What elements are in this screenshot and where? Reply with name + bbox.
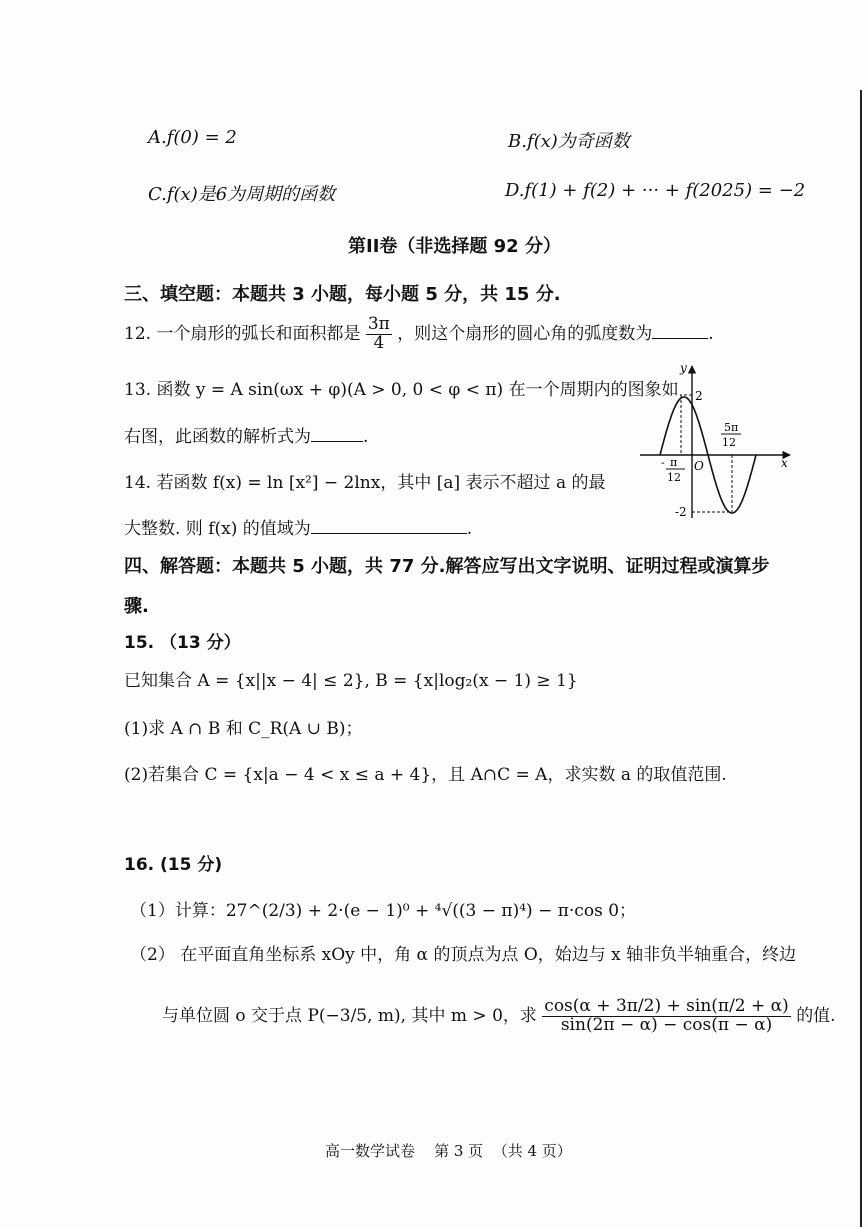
right-den: 12 (722, 436, 736, 449)
q16-part1: （1）计算：27^(2/3) + 2·(e − 1)⁰ + ⁴√((3 − π)⁴) − π·cos 0； (130, 901, 637, 921)
q15-part2: (2)若集合 C = {x|a − 4 < x ≤ a + 4}，且 A∩C = A，求实数 a 的取值范围. (124, 765, 727, 785)
q16-fraction (542, 998, 790, 1035)
q12-suffix: ，则这个扇形的圆心角的弧度数为 (397, 323, 653, 344)
option-b: B.f(x)为奇函数 (508, 131, 630, 152)
right-num: 5π (724, 421, 739, 434)
q15-given: 已知集合 A = {x||x − 4| ≤ 2}, B = {x|log₂(x − 1) ≥ 1} (124, 671, 578, 691)
option-a: A.f(0) = 2 (148, 127, 237, 148)
q14-line2-text: 大整数. 则 f(x) 的值域为 (124, 519, 311, 539)
q13-answer-blank[interactable] (311, 427, 363, 442)
x-label: x (781, 456, 788, 470)
q12-answer-blank[interactable] (652, 324, 708, 339)
q13-line2: 右图，此函数的解析式为 . (124, 427, 369, 447)
q13-line1: 13. 函数 y = A sin(ωx + φ)(A > 0, 0 < φ < π) 在一个周期内的图象如 (124, 380, 679, 400)
q16-title: 16. (15 分) (124, 855, 223, 875)
q12-prefix: 12. 一个扇形的弧长和面积都是 (124, 323, 361, 344)
q16-part2-line1: （2） 在平面直角坐标系 xOy 中，角 α 的顶点为点 O，始边与 x 轴非负半轴重合，终边 (130, 945, 797, 965)
q15-title: 15. （13 分） (124, 633, 241, 653)
origin-label: O (694, 459, 704, 473)
q13-line2-text: 右图，此函数的解析式为 (124, 427, 311, 447)
sine-graph (635, 358, 805, 528)
section-title: 第II卷（非选择题 92 分） (348, 236, 561, 257)
part4-heading-line2: 骤. (124, 596, 149, 617)
page-footer: 高一数学试卷 第 3 页 （共 4 页） (325, 1142, 572, 1160)
q12-frac-den: 4 (373, 332, 385, 353)
min-label: -2 (675, 505, 687, 519)
question-12: 12. 一个扇形的弧长和面积都是 $\frac{3\pi}{4}$ ，则这个扇形的圆心角的弧度数为 . (124, 314, 714, 353)
option-d: D.f(1) + f(2) + ··· + f(2025) = −2 (505, 180, 806, 201)
q14-line2: 大整数. 则 f(x) 的值域为 . (124, 519, 473, 539)
q14-answer-blank[interactable] (311, 519, 467, 534)
left-num: π (670, 456, 678, 469)
q12-fraction (366, 316, 392, 353)
q16-frac-num: cos(α + 3π/2) + sin(π/2 + α) (544, 996, 789, 1016)
q16-p2-prefix: 与单位圆 o 交于点 P(−3/5, m), 其中 m > 0，求 (162, 1005, 537, 1026)
q16-p2-suffix: 的值. (796, 1005, 836, 1026)
q16-frac-den: sin(2π − α) − cos(π − α) (560, 1014, 773, 1035)
part4-heading-line1: 四、解答题：本题共 5 小题，共 77 分.解答应写出文字说明、证明过程或演算步 (124, 556, 770, 577)
q12-frac-num: 3π (367, 314, 390, 334)
left-den: 12 (667, 471, 681, 484)
part3-heading: 三、填空题：本题共 3 小题，每小题 5 分，共 15 分. (124, 284, 561, 305)
scan-edge-line (860, 90, 862, 1227)
max-label: 2 (695, 389, 703, 403)
y-label: y (680, 361, 687, 375)
option-c: C.f(x)是6为周期的函数 (148, 184, 336, 205)
left-sign: - (661, 456, 665, 469)
q15-part1: (1)求 A ∩ B 和 C_R(A ∪ B)； (124, 719, 363, 739)
q14-line1: 14. 若函数 f(x) = ln [x²] − 2lnx，其中 [a] 表示不超过 a 的最 (124, 473, 606, 493)
q16-part2-line2 (162, 998, 836, 1035)
